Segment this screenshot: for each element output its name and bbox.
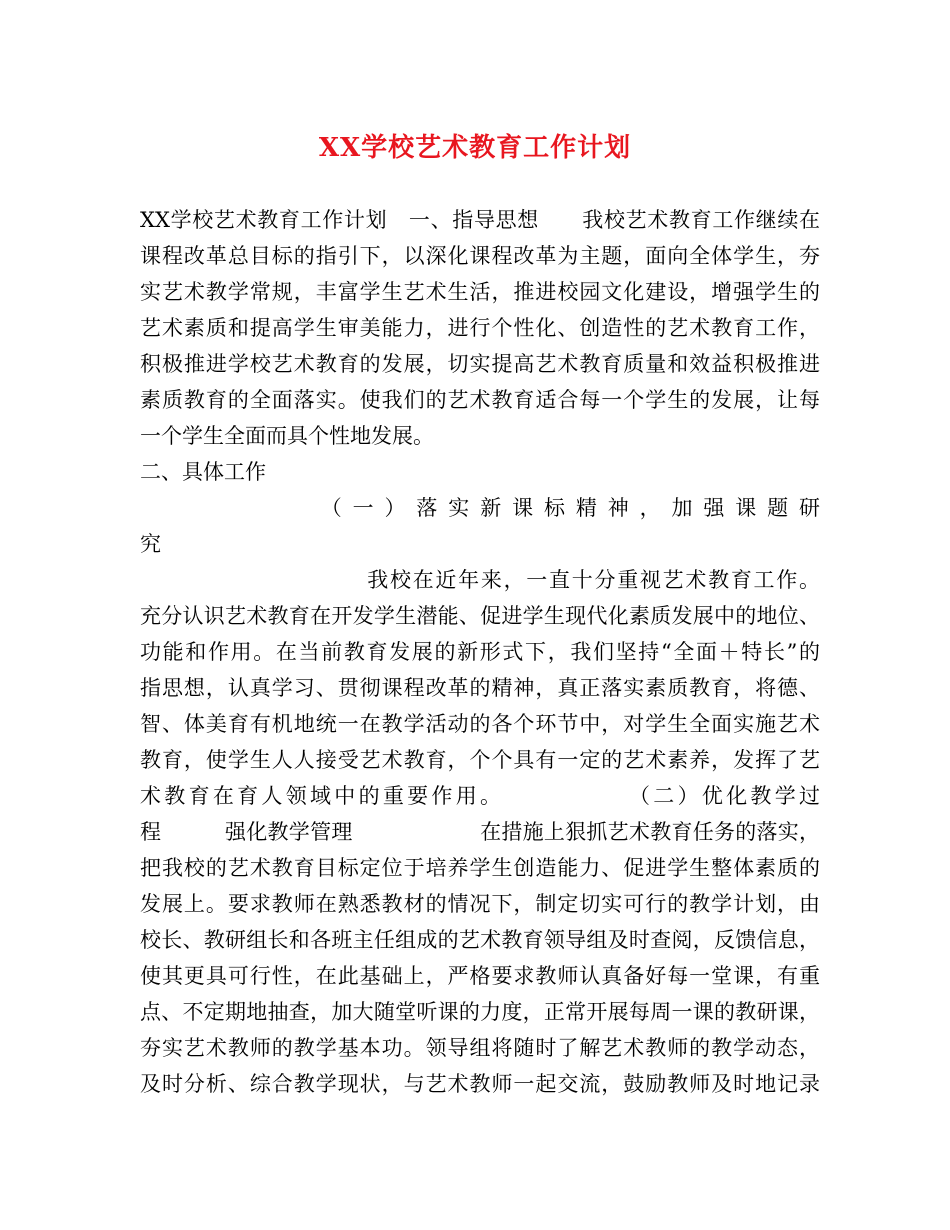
body-line: 把我校的艺术教育目标定位于培养学生创造能力、促进学生整体素质的 [140, 856, 820, 880]
body-line: 智、体美育有机地统一在教学活动的各个环节中，对学生全面实施艺术 [140, 712, 820, 736]
body-line: 使其更具可行性，在此基础上，严格要求教师认真备好每一堂课，有重 [140, 964, 820, 988]
document-title: XX学校艺术教育工作计划 [318, 133, 632, 163]
section-heading: 二、具体工作 [140, 460, 266, 484]
subsection-heading: （一）落实新课标精神，加强课题研 [140, 496, 820, 520]
body-line: 程 强化教学管理 在措施上狠抓艺术教育任务的落实， [140, 820, 820, 844]
body-line: XX学校艺术教育工作计划 一、指导思想 我校艺术教育工作继续在 [140, 208, 820, 232]
body-line: 及时分析、综合教学现状，与艺术教师一起交流，鼓励教师及时地记录 [140, 1072, 820, 1096]
body-line: 教育，使学生人人接受艺术教育，个个具有一定的艺术素养，发挥了艺 [140, 748, 820, 772]
body-line: 夯实艺术教师的教学基本功。领导组将随时了解艺术教师的教学动态， [140, 1036, 820, 1060]
body-line: 实艺术教学常规，丰富学生艺术生活，推进校园文化建设，增强学生的 [140, 280, 820, 304]
body-line: 指思想，认真学习、贯彻课程改革的精神，真正落实素质教育，将德、 [140, 676, 820, 700]
body-line: 艺术素质和提高学生审美能力，进行个性化、创造性的艺术教育工作， [140, 316, 820, 340]
body-line: 充分认识艺术教育在开发学生潜能、促进学生现代化素质发展中的地位、 [140, 604, 820, 628]
body-line: 功能和作用。在当前教育发展的新形式下，我们坚持“全面＋特长”的 [140, 640, 820, 664]
body-line: 校长、教研组长和各班主任组成的艺术教育领导组及时查阅，反馈信息， [140, 928, 820, 952]
body-line: 我校在近年来，一直十分重视艺术教育工作。 [140, 568, 820, 592]
body-line: 课程改革总目标的指引下，以深化课程改革为主题，面向全体学生，夯 [140, 244, 820, 268]
body-line: 点、不定期地抽查，加大随堂听课的力度，正常开展每周一课的教研课， [140, 1000, 820, 1024]
body-line: 积极推进学校艺术教育的发展，切实提高艺术教育质量和效益积极推进 [140, 352, 820, 376]
body-line: 发展上。要求教师在熟悉教材的情况下，制定切实可行的教学计划，由 [140, 892, 820, 916]
body-line: 究 [140, 532, 161, 556]
body-line: 术教育在育人领域中的重要作用。 （二）优化教学过 [140, 784, 820, 808]
body-line: 一个学生全面而具个性地发展。 [140, 424, 434, 448]
body-line: 素质教育的全面落实。使我们的艺术教育适合每一个学生的发展，让每 [140, 388, 820, 412]
